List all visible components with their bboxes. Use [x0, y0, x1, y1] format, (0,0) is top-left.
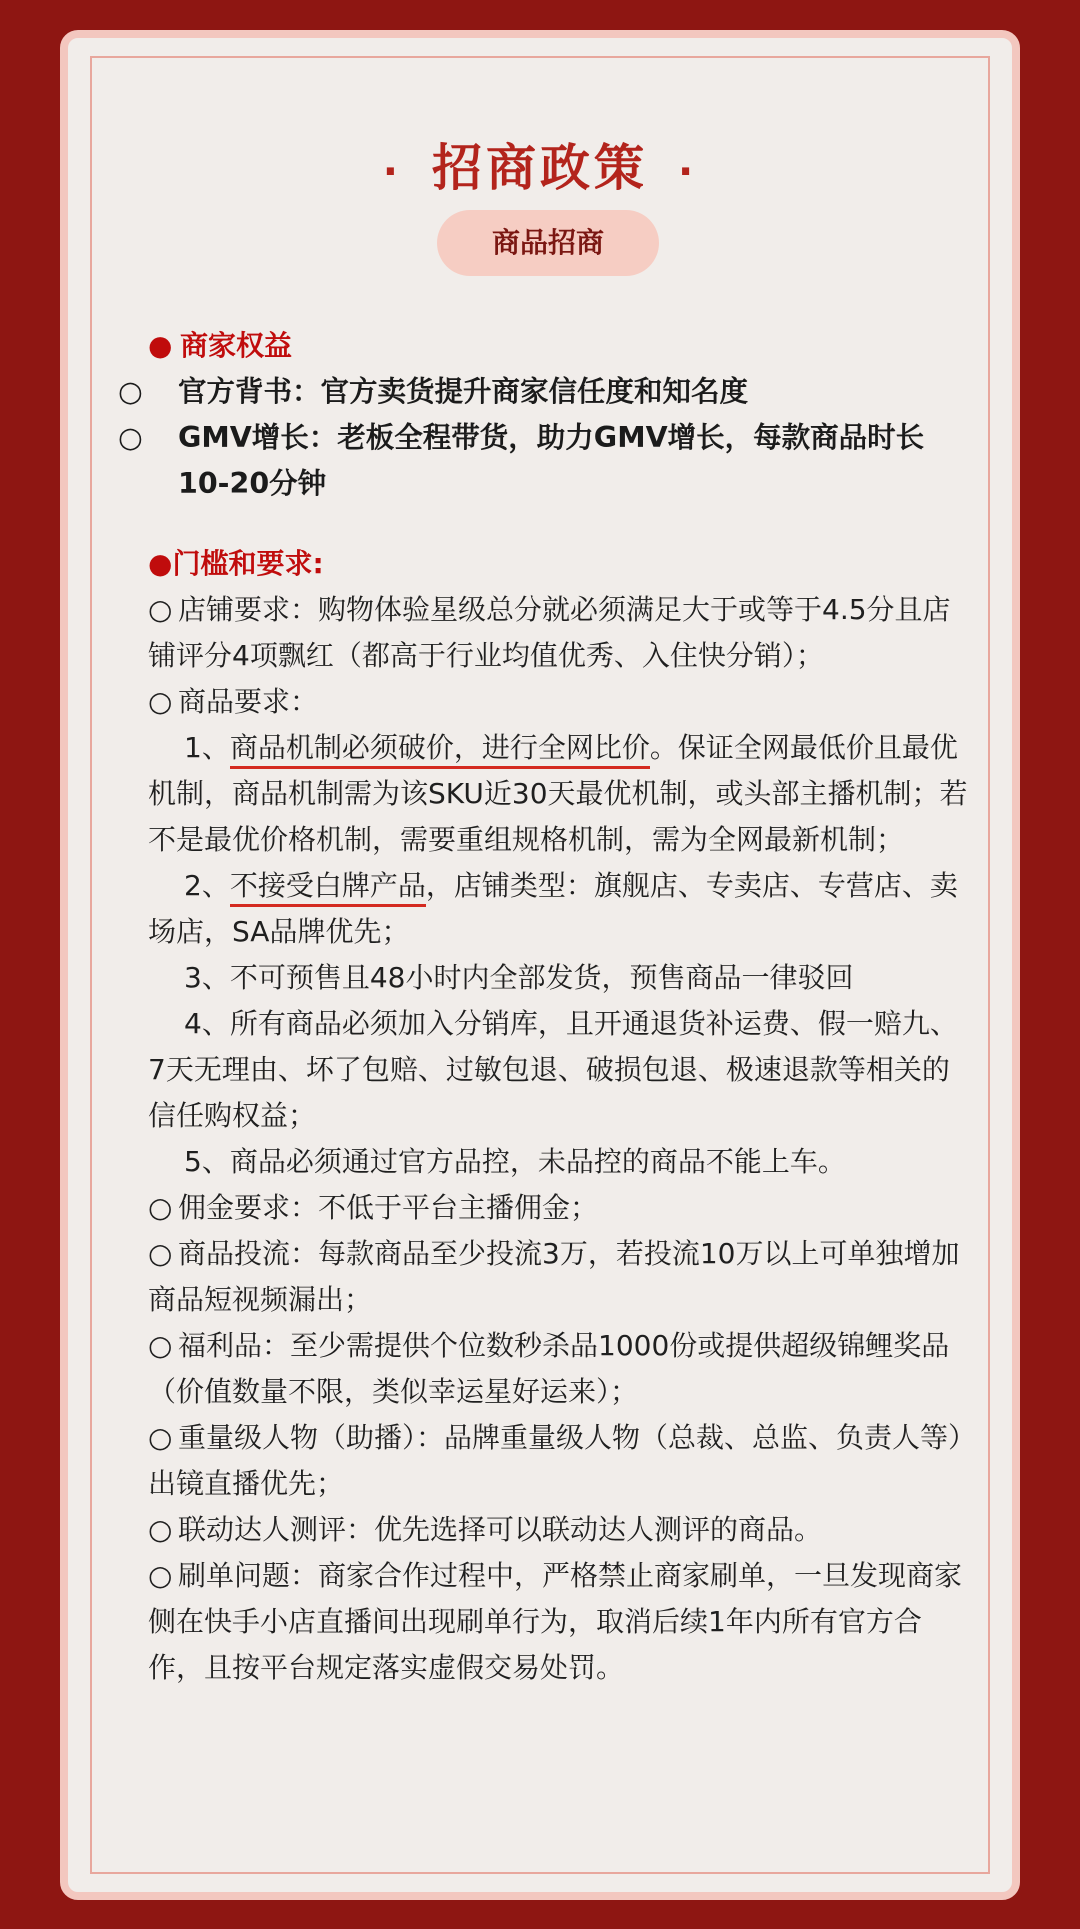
- highlight-underline: 不接受白牌产品: [230, 869, 426, 907]
- page-title: [68, 128, 1012, 200]
- title-dot-left: ·: [382, 148, 402, 195]
- circle-icon: ○: [118, 421, 143, 454]
- circle-icon: ○: [148, 1237, 173, 1270]
- product-item: 1、商品机制必须破价，进行全网比价。保证全网最低价且最优机制，商品机制需为该SKU近30天最优机制，或头部主播机制；若不是最优价格机制，需要重组规格机制，需为全网最新机制；: [148, 731, 968, 856]
- product-item: 4、所有商品必须加入分销库，且开通退货补运费、假一赔九、7天无理由、坏了包赔、过敏包退、破损包退、极速退款等相关的信任购权益；: [148, 1007, 958, 1132]
- circle-icon: ○: [148, 1191, 173, 1224]
- circle-icon: ○: [118, 375, 143, 408]
- requirements-heading: [148, 541, 968, 587]
- bullet-icon: ●: [148, 329, 173, 362]
- product-requirement-label: ○ 商品要求：: [148, 679, 968, 725]
- circle-icon: ○: [148, 593, 173, 626]
- vip-requirement: ○ 重量级人物（助播）：品牌重量级人物（总裁、总监、负责人等）出镜直播优先；: [148, 1415, 968, 1507]
- content: [118, 323, 968, 1691]
- benefit-item: ○ 官方背书：官方卖货提升商家信任度和知名度: [148, 369, 968, 415]
- circle-icon: ○: [148, 1559, 173, 1592]
- product-item: 3、不可预售且48小时内全部发货，预售商品一律驳回: [184, 961, 854, 994]
- shop-requirement: ○ 店铺要求：购物体验星级总分就必须满足大于或等于4.5分且店铺评分4项飘红（都高于行业均值优秀、入住快分销）；: [148, 587, 968, 679]
- product-item: 5、商品必须通过官方品控，未品控的商品不能上车。: [184, 1145, 846, 1178]
- commission-requirement: ○ 佣金要求：不低于平台主播佣金；: [148, 1185, 968, 1231]
- circle-icon: ○: [148, 685, 173, 718]
- review-requirement: ○ 联动达人测评：优先选择可以联动达人测评的商品。: [148, 1507, 968, 1553]
- circle-icon: ○: [148, 1329, 173, 1362]
- poster-frame: [60, 30, 1020, 1900]
- spacer: [148, 507, 968, 541]
- benefits-heading: [148, 323, 968, 369]
- title-text: 招商政策: [432, 139, 648, 197]
- welfare-requirement: ○ 福利品：至少需提供个位数秒杀品1000份或提供超级锦鲤奖品（价值数量不限，类似幸运星好运来）；: [148, 1323, 968, 1415]
- benefits-heading-text: 商家权益: [180, 329, 293, 362]
- fake-order-requirement: ○ 刷单问题：商家合作过程中，严格禁止商家刷单，一旦发现商家侧在快手小店直播间出现刷单行为，取消后续1年内所有官方合作，且按平台规定落实虚假交易处罚。: [148, 1553, 968, 1691]
- circle-icon: ○: [148, 1421, 173, 1454]
- benefit-item: ○ GMV增长：老板全程带货，助力GMV增长，每款商品时长10-20分钟: [148, 415, 968, 507]
- title-dot-right: ·: [678, 148, 698, 195]
- traffic-requirement: ○ 商品投流：每款商品至少投流3万，若投流10万以上可单独增加商品短视频漏出；: [148, 1231, 968, 1323]
- requirements-heading-text: 门槛和要求:: [172, 547, 324, 580]
- highlight-underline: 商品机制必须破价，进行全网比价: [230, 731, 650, 769]
- bullet-icon: ●: [148, 547, 173, 580]
- product-item: 2、不接受白牌产品，店铺类型：旗舰店、专卖店、专营店、卖场店，SA品牌优先；: [148, 869, 958, 948]
- subtitle-badge: 商品招商: [437, 210, 659, 276]
- circle-icon: ○: [148, 1513, 173, 1546]
